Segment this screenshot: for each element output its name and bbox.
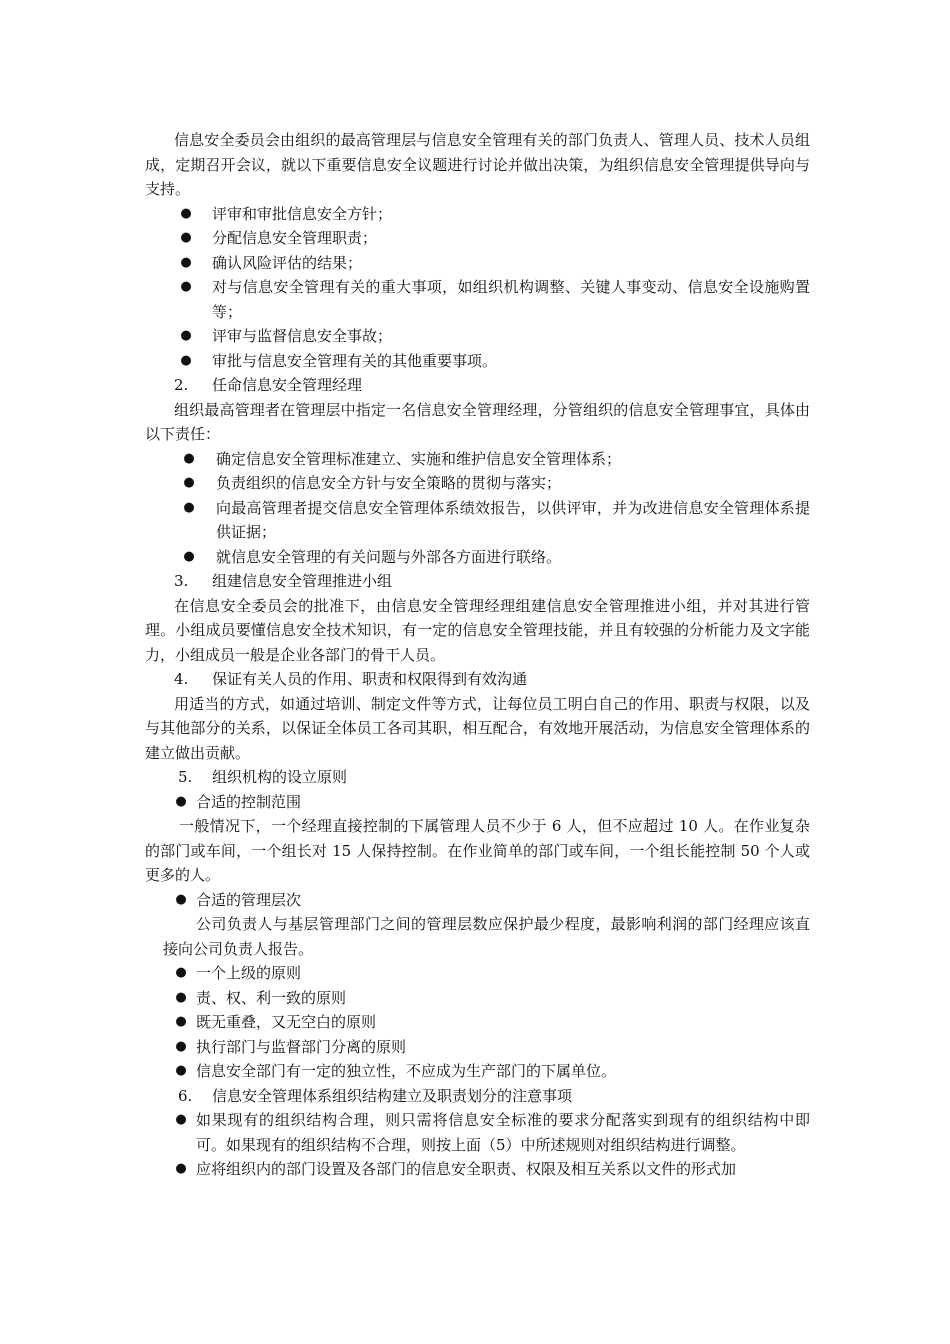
bullet-icon: ● xyxy=(175,891,187,907)
committee-list xyxy=(145,202,810,374)
bullet-icon: ● xyxy=(183,450,195,466)
list-item: ● 评审与监督信息安全事故； xyxy=(145,324,810,349)
list-item: ● 执行部门与监督部门分离的原则 xyxy=(145,1035,810,1060)
list-item: ● 信息安全部门有一定的独立性，不应成为生产部门的下属单位。 xyxy=(145,1059,810,1084)
bullet-icon: ● xyxy=(180,205,192,221)
document-body xyxy=(145,128,810,1182)
bullet-icon: ● xyxy=(175,989,187,1005)
subheading-management-levels: ● 合适的管理层次 xyxy=(145,888,810,913)
bullet-icon: ● xyxy=(175,1014,187,1029)
bullet-icon: ● xyxy=(175,1112,187,1127)
list-item: ● 就信息安全管理的有关问题与外部各方面进行联络。 xyxy=(145,545,810,570)
bullet-icon: ● xyxy=(175,1038,187,1054)
list-item: ● 审批与信息安全管理有关的其他重要事项。 xyxy=(145,349,810,374)
section-3-paragraph: 在信息安全委员会的批准下，由信息安全管理经理组建信息安全管理推进小组，并对其进行管理。小组成员要懂信息安全技术知识，有一定的信息安全管理技能，并且有较强的分析能力及文字能力，小组成员一般是企业各部门的骨干人员。 xyxy=(145,596,810,664)
list-item: ● 既无重叠，又无空白的原则 xyxy=(145,1010,810,1035)
intro-paragraph: 信息安全委员会由组织的最高管理层与信息安全管理有关的部门负责人、管理人员、技术人员组成，定期召开会议，就以下重要信息安全议题进行讨论并做出决策，为组织信息安全管理提供导向与支持。 xyxy=(145,131,810,198)
list-item: ● 向最高管理者提交信息安全管理体系绩效报告，以供评审，并为改进信息安全管理体系提供证据； xyxy=(145,496,810,545)
subheading-control-span: ● 合适的控制范围 xyxy=(145,790,810,815)
list-item: ● 评审和审批信息安全方针； xyxy=(145,202,810,227)
list-item: ● 责、权、利一致的原则 xyxy=(145,986,810,1011)
list-item: ● 应将组织内的部门设置及各部门的信息安全职责、权限及相互关系以文件的形式加 xyxy=(145,1157,810,1182)
bullet-icon: ● xyxy=(175,1161,187,1176)
bullet-icon: ● xyxy=(180,328,192,343)
bullet-icon: ● xyxy=(175,793,187,809)
list-item: ● 对与信息安全管理有关的重大事项，如组织机构调整、关键人事变动、信息安全设施购置等； xyxy=(145,275,810,324)
section-4-paragraph: 用适当的方式，如通过培训、制定文件等方式，让每位员工明白自己的作用、职责与权限，以及与其他部分的关系，以保证全体员工各司其职，相互配合，有效地开展活动，为信息安全管理体系的建立做出贡献。 xyxy=(145,694,810,762)
bullet-icon: ● xyxy=(180,230,192,245)
section-2-paragraph: 组织最高管理者在管理层中指定一名信息安全管理经理，分管组织的信息安全管理事宜，具体由以下责任： xyxy=(145,400,810,443)
list-item: ● 确认风险评估的结果； xyxy=(145,251,810,276)
section-heading-4: 4. 保证有关人员的作用、职责和权限得到有效沟通 xyxy=(174,670,528,688)
bullet-icon: ● xyxy=(183,548,195,564)
bullet-icon: ● xyxy=(183,499,195,515)
list-item: ● 确定信息安全管理标准建立、实施和维护信息安全管理体系； xyxy=(145,447,810,472)
manager-list xyxy=(145,447,810,570)
bullet-icon: ● xyxy=(180,352,192,368)
bullet-icon: ● xyxy=(175,1063,187,1078)
control-span-paragraph: 一般情况下，一个经理直接控制的下属管理人员不少于 6 人，但不应超过 10 人。在作业复杂的部门或车间，一个组长对 15 人保持控制。在作业简单的部门或车间，一个组长能控制 50 个人或更多的人。 xyxy=(145,817,810,884)
bullet-icon: ● xyxy=(180,254,192,270)
management-levels-paragraph: 公司负责人与基层管理部门之间的管理层数应保护最少程度，最影响利润的部门经理应该直接向公司负责人报告。 xyxy=(163,915,810,958)
section-heading-2: 2. 任命信息安全管理经理 xyxy=(174,376,363,394)
list-item: ● 一个上级的原则 xyxy=(145,961,810,986)
list-item: ● 负责组织的信息安全方针与安全策略的贯彻与落实； xyxy=(145,471,810,496)
notes-list xyxy=(145,1108,810,1182)
section-heading-6: 6. 信息安全管理体系组织结构建立及职责划分的注意事项 xyxy=(178,1086,573,1105)
list-item: ● 分配信息安全管理职责； xyxy=(145,226,810,251)
section-heading-5: 5. 组织机构的设立原则 xyxy=(178,768,348,786)
bullet-icon: ● xyxy=(180,279,192,294)
list-item: ● 如果现有的组织结构合理，则只需将信息安全标准的要求分配落实到现有的组织结构中即可。如果现有的组织结构不合理，则按上面（5）中所述规则对组织结构进行调整。 xyxy=(145,1108,810,1157)
section-heading-3: 3. 组建信息安全管理推进小组 xyxy=(174,572,393,590)
bullet-icon: ● xyxy=(183,475,195,490)
bullet-icon: ● xyxy=(175,965,187,980)
principle-list xyxy=(145,961,810,1084)
